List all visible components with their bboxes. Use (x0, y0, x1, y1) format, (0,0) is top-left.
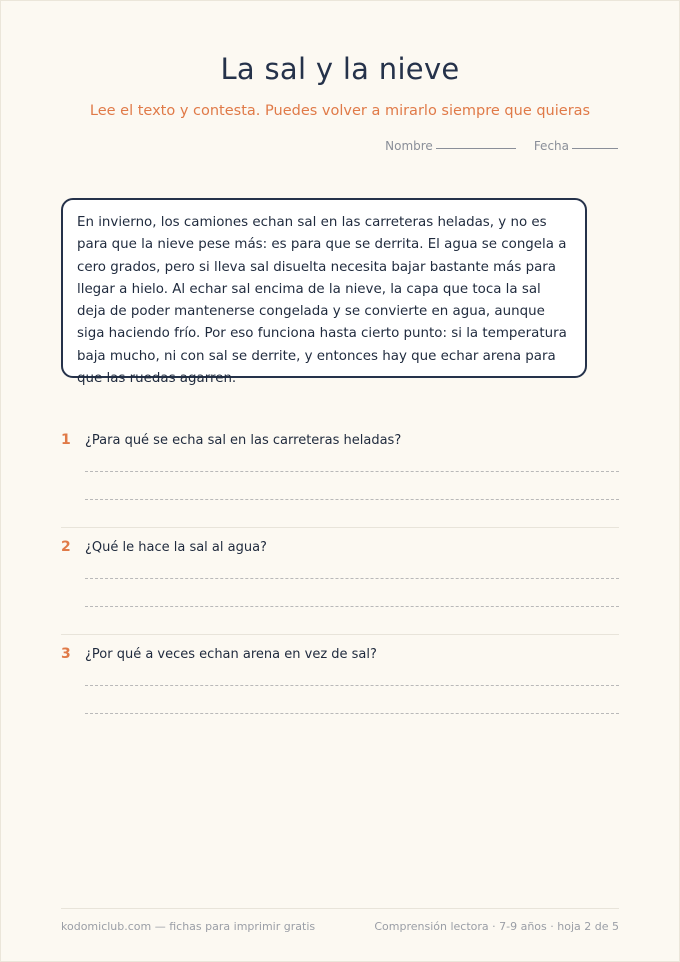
reading-text: En invierno, los camiones echan sal en las carreteras heladas, y no es para que la nieve pese más: es para que se derrita. El agua se congela a cero grados, pero si lleva sal disuelta necesita bajar bastante más para llegar a hielo. Al echar sal encima de la nieve, la capa que toca la sal deja de poder mantenerse congelada y se convierte en agua, aunque siga haciendo frío. Por eso funciona hasta cierto punto: si la temperatura baja mucho, ni con sal se derrite, y entonces hay que echar arena para que las ruedas agarren. (77, 215, 567, 387)
answer-line[interactable] (85, 606, 619, 607)
answer-line[interactable] (85, 578, 619, 579)
page-title: La sal y la nieve (220, 52, 460, 86)
question-number: 1 (61, 432, 71, 448)
section-divider (61, 634, 619, 635)
question-number: 2 (61, 539, 71, 555)
name-date-fields (385, 139, 618, 153)
date-label: Fecha (533, 139, 569, 153)
date-line (572, 147, 618, 149)
question-2 (61, 539, 619, 555)
footer-site: kodomiclub.com — fichas para imprimir gratis (61, 920, 316, 933)
question-text: ¿Qué le hace la sal al agua? (85, 540, 267, 555)
name-line (436, 147, 516, 149)
section-divider (61, 527, 619, 528)
page-subtitle: Lee el texto y contesta. Puedes volver a mirarlo siempre que quieras (89, 103, 591, 119)
answer-line[interactable] (85, 713, 619, 714)
footer-info: Comprensión lectora · 7-9 años · hoja 2 de 5 (374, 920, 619, 933)
question-1 (61, 432, 619, 448)
name-field[interactable] (385, 139, 516, 153)
answer-line[interactable] (85, 471, 619, 472)
answer-line[interactable] (85, 685, 619, 686)
question-text: ¿Por qué a veces echan arena en vez de sal? (85, 647, 377, 662)
question-text: ¿Para qué se echa sal en las carreteras heladas? (85, 433, 402, 448)
question-3 (61, 646, 619, 662)
footer (61, 920, 619, 933)
date-field[interactable] (534, 139, 618, 153)
name-label: Nombre (385, 139, 433, 153)
question-number: 3 (61, 646, 71, 662)
answer-line[interactable] (85, 499, 619, 500)
reading-text-box (61, 198, 587, 387)
footer-divider (61, 908, 619, 909)
